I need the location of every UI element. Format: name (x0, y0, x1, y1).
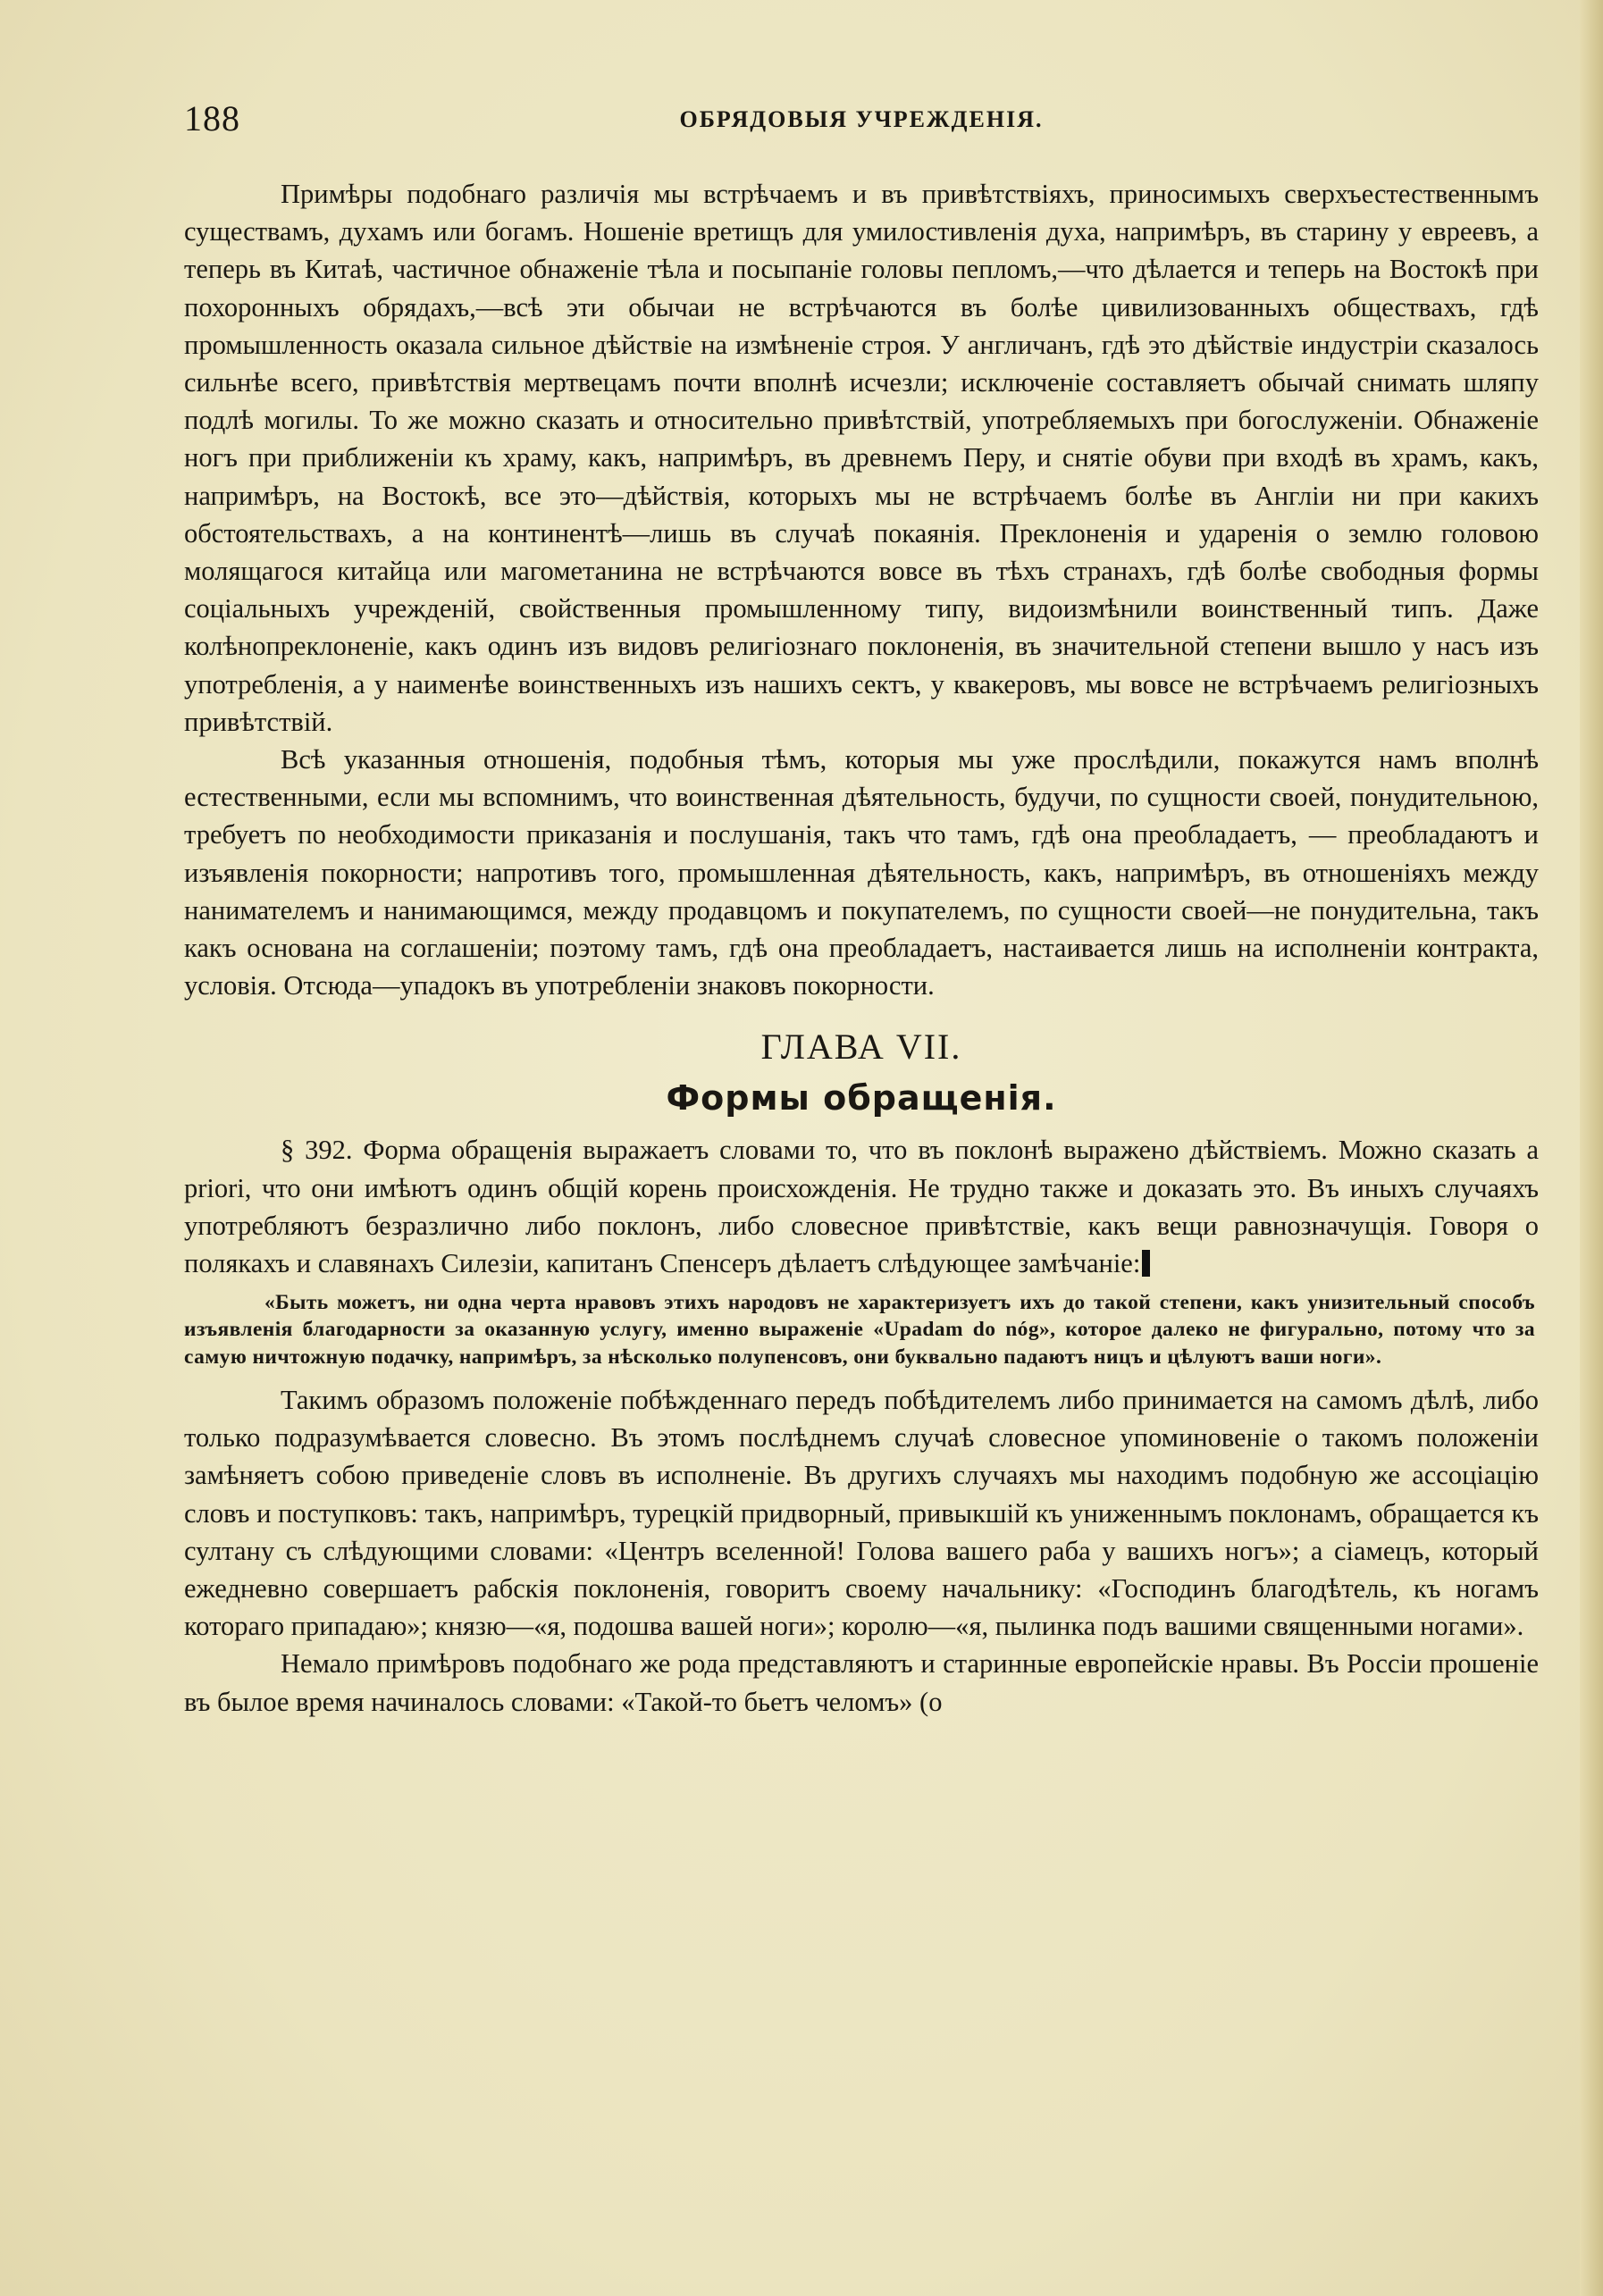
paragraph: Всѣ указанныя отношенія, подобныя тѣмъ, которыя мы уже прослѣдили, покажутся намъ вполнѣ естественными, если мы вспомнимъ, что воинственная дѣятельность, будучи, по сущности своей, понудительною, требуетъ по необходимости приказанія и послушанія, такъ что тамъ, гдѣ она преобладаетъ, — преобладаютъ и изъявленія покорности; напротивъ того, промышленная дѣятельность, какъ, напримѣръ, въ отношеніяхъ между нанимателемъ и нанимающимся, между продавцомъ и покупателемъ, по сущности своей—не понудительна, такъ какъ основана на соглашеніи; поэтому тамъ, гдѣ она преобладаетъ, настаивается лишь на исполненіи контракта, условія. Отсюда—упадокъ въ употребленіи знаковъ покорности. (184, 744, 1539, 1001)
page-edge (1580, 0, 1603, 2296)
page-header (184, 96, 1539, 141)
paragraph: Такимъ образомъ положеніе побѣжденнаго передъ побѣдителемъ либо принимается на самомъ дѣлѣ, либо только подразумѣвается словесно. Въ этомъ послѣднемъ случаѣ словесное упоминовеніе о такомъ положеніи замѣняетъ собою приведеніе словъ въ исполненіе. Въ другихъ случаяхъ мы находимъ подобную же ассоціацію словъ и поступковъ: такъ, напримѣръ, турецкій придворный, привыкшій къ униженнымъ поклонамъ, обращается къ султану съ слѣдующими словами: «Центръ вселенной! Голова вашего раба у вашихъ ногъ»; а сіамецъ, который ежедневно совершаетъ рабскія поклоненія, говоритъ своему начальнику: «Господинъ благодѣтель, къ ногамъ котораго припадаю»; князю—«я, подошва вашей ноги»; королю—«я, пылинка подъ вашими священными ногами». (184, 1384, 1539, 1642)
section-paragraph-text: § 392. Форма обращенія выражаетъ словами то, что въ поклонѣ выражено дѣйствіемъ. Можно сказать a priori, что они имѣютъ одинъ общій корень происхожденія. Не трудно также и доказать это. Въ иныхъ случаяхъ употребляютъ безразлично либо поклонъ, либо словесное привѣтствіе, какъ вещи равнозначущія. Говоря о полякахъ и славянахъ Силезіи, капитанъ Спенсеръ дѣлаетъ слѣдующее замѣчаніе: (184, 1135, 1539, 1279)
paragraph: Примѣры подобнаго различія мы встрѣчаемъ и въ привѣтствіяхъ, приносимыхъ сверхъестественнымъ существамъ, духамъ или богамъ. Ношеніе вретищъ для умилостивленія духа, напримѣръ, въ старину у евреевъ, а теперь въ Китаѣ, частичное обнаженіе тѣла и посыпаніе головы пепломъ,—что дѣлается и теперь на Востокѣ при похоронныхъ обрядахъ,—всѣ эти обычаи не встрѣчаются въ болѣе цивилизованныхъ обществахъ, гдѣ промышленность оказала сильное дѣйствіе на измѣненіе строя. У англичанъ, гдѣ это дѣйствіе индустріи сказалось сильнѣе всего, привѣтствія мертвецамъ почти вполнѣ исчезли; исключеніе составляетъ обычай снимать шляпу подлѣ могилы. То же можно сказать и относительно привѣтствій, употребляемыхъ при богослуженіи. Обнаженіе ногъ при приближеніи къ храму, какъ, напримѣръ, въ древнемъ Перу, и снятіе обуви при входѣ въ храмъ, какъ, напримѣръ, на Востокѣ, все это—дѣйствія, которыхъ мы не встрѣчаемъ болѣе въ Англіи ни при какихъ обстоятельствахъ, а на континентѣ—лишь въ случаѣ покаянія. Преклоненія и ударенія о землю головою молящагося китайца или магометанина не встрѣчаются вовсе въ тѣхъ странахъ, гдѣ болѣе свободныя формы соціальныхъ учрежденій, свойственныя промышленному типу, видоизмѣнили воинственный типъ. Даже колѣнопреклоненіе, какъ одинъ изъ видовъ религіознаго поклоненія, въ значительной степени вышло у насъ изъ употребленія, а у наименѣе воинственныхъ изъ нашихъ сектъ, у квакеровъ, мы вовсе не встрѣчаемъ религіозныхъ привѣтствій. (184, 179, 1539, 737)
page-number: 188 (184, 98, 240, 138)
paragraph: Немало примѣровъ подобнаго же рода представляютъ и старинные европейскіе нравы. Въ Россіи прошеніе въ былое время начиналось словами: «Такой-то бьетъ челомъ» (о (184, 1648, 1539, 1717)
section-paragraph (184, 1131, 1539, 1282)
page-body (184, 175, 1539, 1721)
chapter-heading: ГЛАВА VII. (760, 1026, 962, 1068)
running-title: ОБРЯДОВЫЯ УЧРЕЖДЕНІЯ. (679, 106, 1044, 132)
chapter-title: Формы обращенія. (666, 1078, 1057, 1119)
text-cursor (1142, 1250, 1150, 1277)
block-quote: «Быть можетъ, ни одна черта нравовъ этихъ народовъ не характеризуетъ ихъ до такой степени, какъ унизительный способъ изъявленія благодарности за оказанную услугу, именно выраженіе «Upadam do nóg», которое далеко не фигурально, потому что за самую ничтожную подачку, напримѣръ, за нѣсколько полупенсовъ, они буквально падаютъ ницъ и цѣлуютъ ваши ноги». (184, 1291, 1535, 1369)
